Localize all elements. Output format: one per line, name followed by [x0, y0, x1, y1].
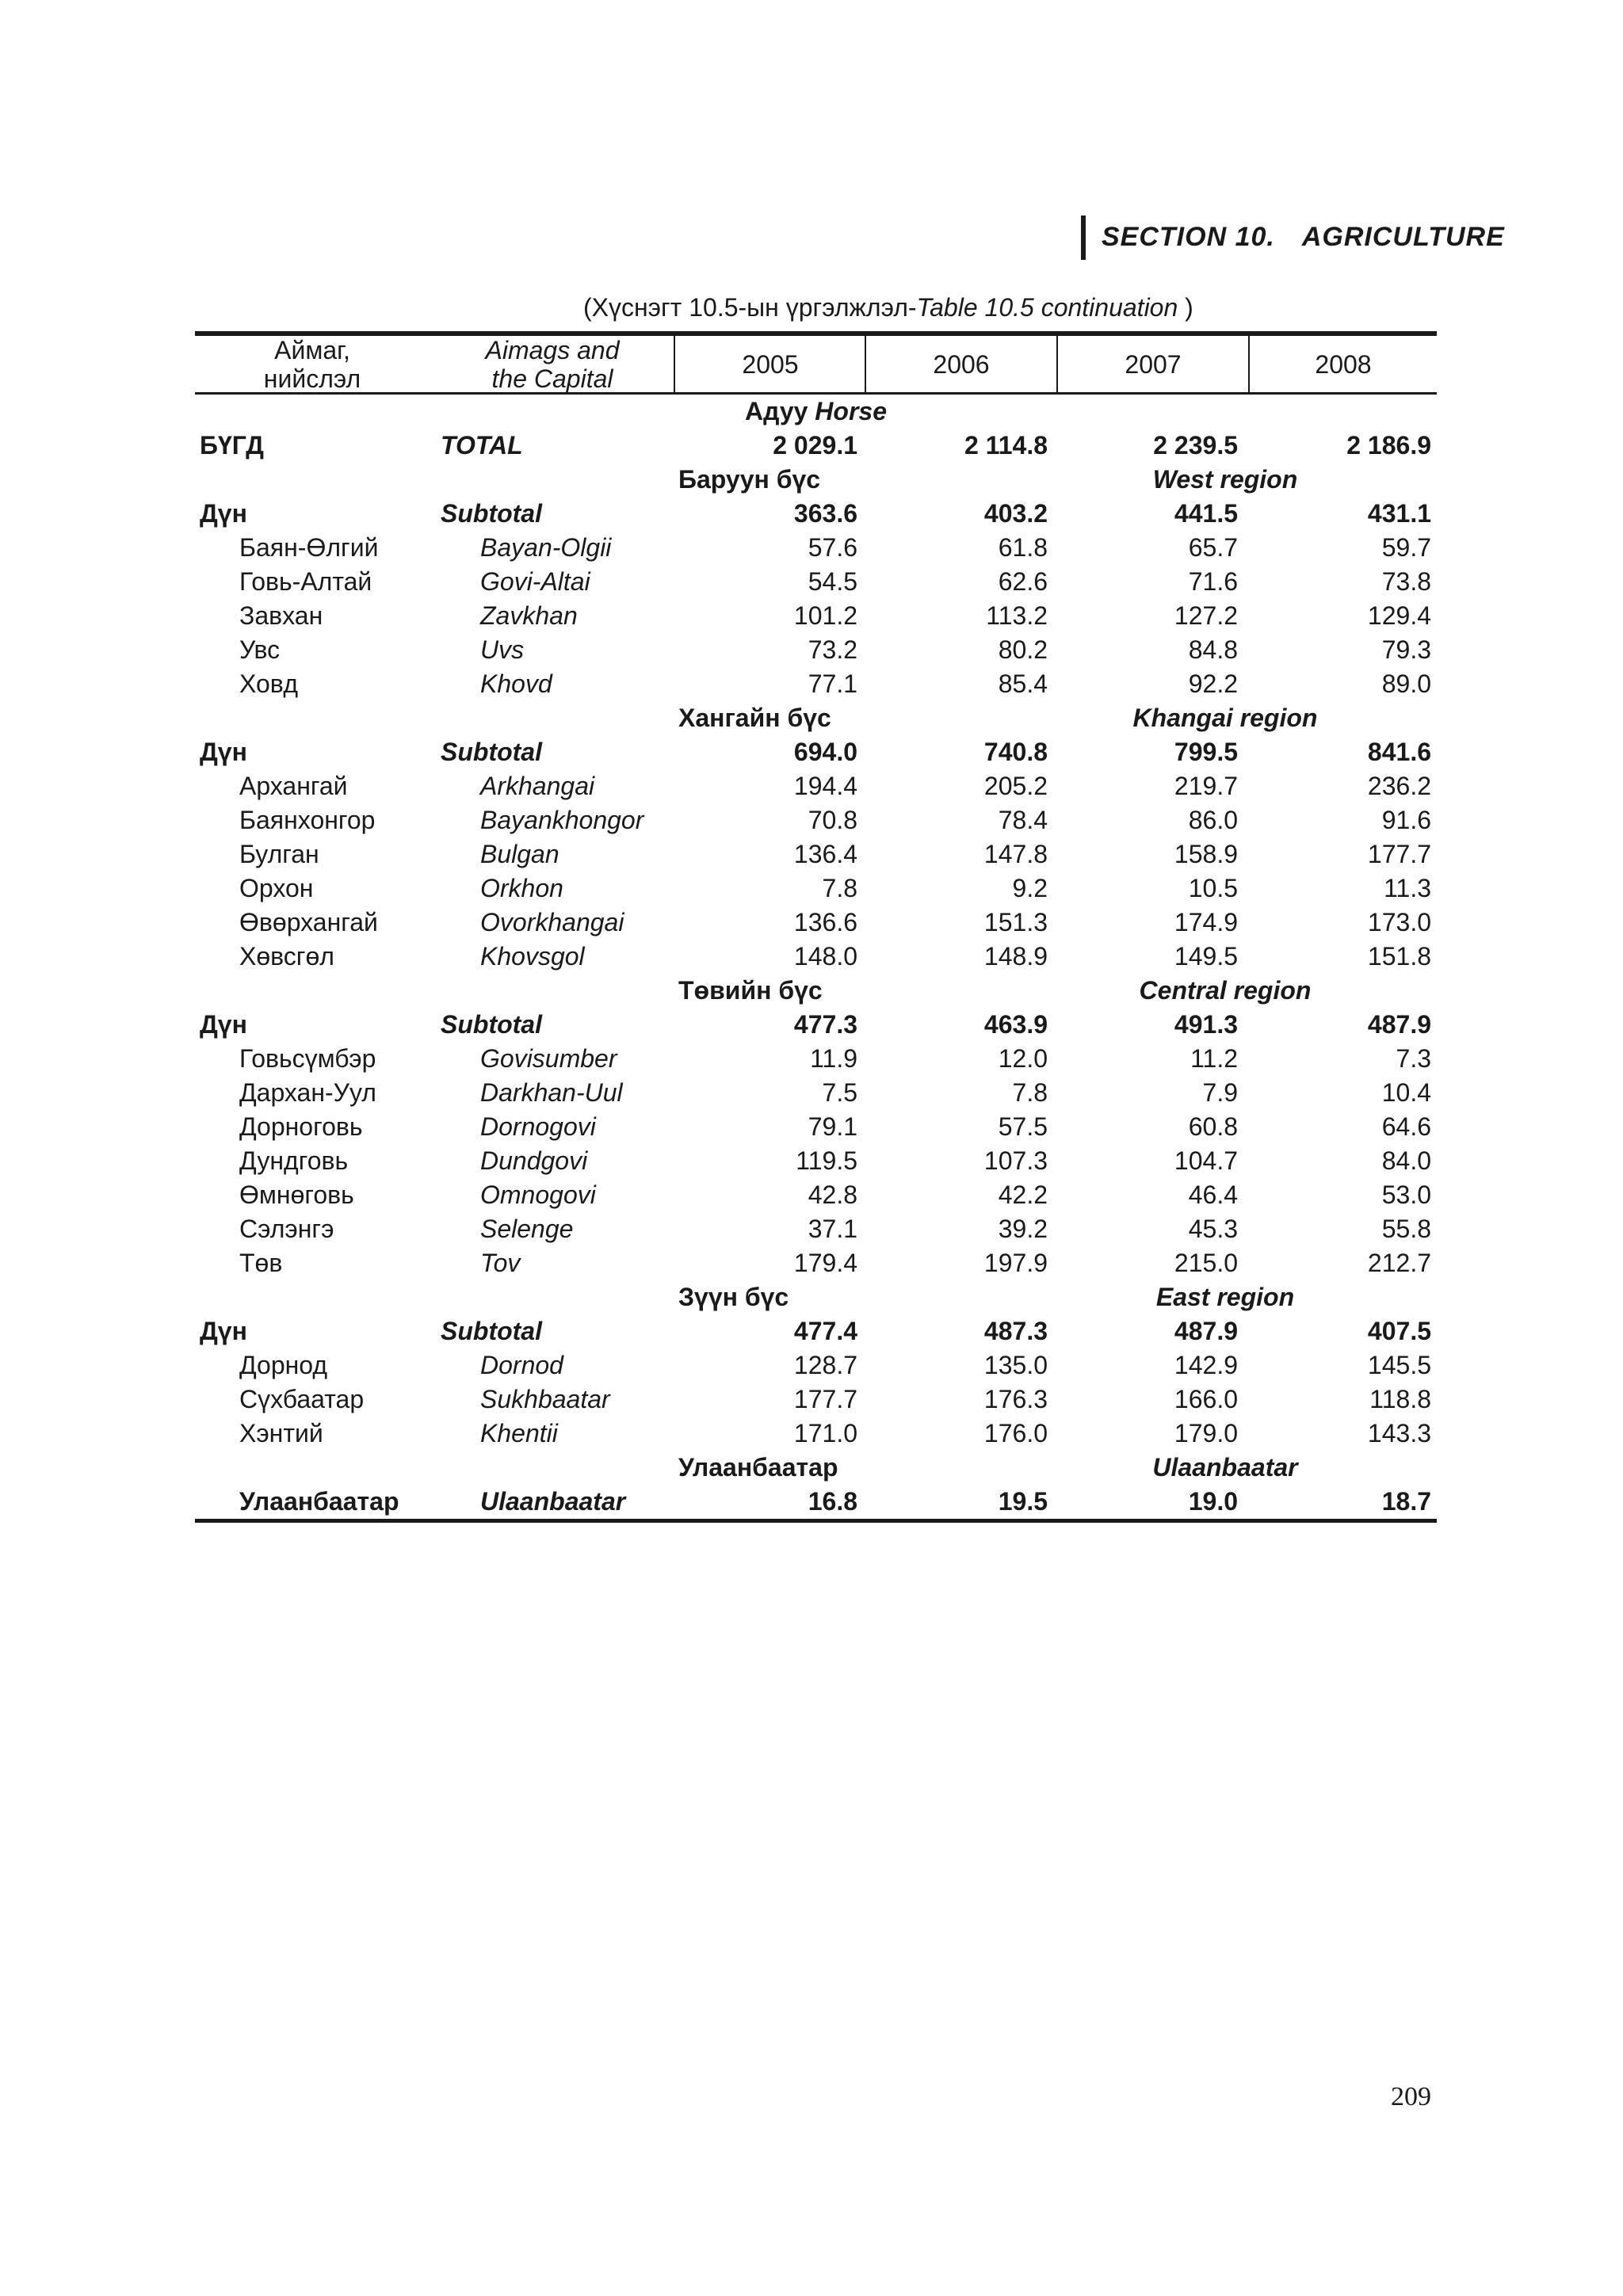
table-row [195, 667, 1437, 701]
value-cell: 45.3 [1188, 1215, 1238, 1243]
value-cell: 46.4 [1188, 1180, 1238, 1209]
value-cell: 19.0 [1188, 1487, 1238, 1516]
subtotal-label-en: Subtotal [441, 499, 542, 528]
value-cell: 57.5 [998, 1112, 1048, 1141]
header-aimag-mn [195, 336, 430, 392]
aimag-name-mn: Дундговь [239, 1146, 349, 1175]
total-label-mn: БҮГД [200, 431, 264, 460]
value-cell: 135.0 [983, 1351, 1048, 1379]
table-row [195, 769, 1437, 803]
aimag-name-mn: Архангай [239, 772, 348, 800]
aimag-name-en: Darkhan-Uul [480, 1078, 623, 1107]
region-name-mn: Хангайн бүс [678, 704, 831, 732]
value-cell: 79.3 [1381, 635, 1431, 664]
capital-title-en: Ulaanbaatar [1152, 1453, 1298, 1482]
capital-row [195, 1485, 1437, 1519]
value-cell: 136.6 [793, 908, 857, 936]
value-cell: 128.7 [793, 1351, 857, 1379]
aimag-name-en: Govisumber [480, 1044, 617, 1073]
value-cell: 86.0 [1188, 806, 1238, 834]
value-cell: 85.4 [998, 669, 1048, 698]
aimag-name-mn: Баянхонгор [239, 806, 376, 834]
aimag-name-en: Dornogovi [480, 1112, 596, 1141]
value-cell: 55.8 [1381, 1215, 1431, 1243]
value-cell: 487.3 [983, 1317, 1048, 1345]
value-cell: 491.3 [1174, 1010, 1238, 1039]
value-cell: 73.2 [808, 635, 857, 664]
value-cell: 60.8 [1188, 1112, 1238, 1141]
value-cell: 173.0 [1367, 908, 1431, 936]
value-cell: 127.2 [1174, 601, 1238, 630]
table-row [195, 599, 1437, 633]
aimag-name-en: Khovsgol [480, 942, 585, 971]
aimag-name-mn: Дорнод [239, 1351, 328, 1379]
value-cell: 179.0 [1174, 1419, 1238, 1447]
aimag-name-en: Zavkhan [480, 601, 578, 630]
value-cell: 42.2 [998, 1180, 1048, 1209]
region-heading [195, 1451, 1437, 1485]
value-cell: 11.9 [810, 1044, 857, 1073]
value-cell: 441.5 [1174, 499, 1238, 528]
value-cell: 407.5 [1367, 1317, 1431, 1345]
aimag-name-en: Sukhbaatar [480, 1385, 610, 1413]
table-row [195, 1212, 1437, 1246]
aimag-name-mn: Өвөрхангай [239, 908, 378, 936]
subtotal-row [195, 1314, 1437, 1348]
region-heading [195, 1280, 1437, 1314]
aimag-name-en: Khovd [480, 669, 552, 698]
continuation-mn: (Хүснэгт 10.5-ын үргэлжлэл- [583, 293, 917, 322]
value-cell: 92.2 [1188, 669, 1238, 698]
subtotal-row [195, 1008, 1437, 1042]
aimag-name-en: Ovorkhangai [480, 908, 624, 936]
header-year: 2008 [1315, 349, 1372, 379]
region-heading [195, 974, 1437, 1008]
value-cell: 79.1 [808, 1112, 857, 1141]
continuation-en: Table 10.5 continuation [916, 293, 1178, 322]
value-cell: 2 186.9 [1346, 431, 1431, 460]
aimag-name-en: Dornod [480, 1351, 563, 1379]
value-cell: 171.0 [793, 1419, 857, 1447]
capital-title-mn: Улаанбаатар [678, 1453, 838, 1482]
table-body [195, 395, 1437, 1519]
value-cell: 740.8 [983, 738, 1048, 766]
value-cell: 39.2 [998, 1215, 1048, 1243]
value-cell: 212.7 [1367, 1249, 1431, 1277]
value-cell: 431.1 [1367, 499, 1431, 528]
value-cell: 129.4 [1367, 601, 1431, 630]
subtotal-row [195, 735, 1437, 769]
table-row [195, 633, 1437, 667]
table-row [195, 837, 1437, 871]
value-cell: 177.7 [1367, 840, 1431, 868]
total-row [195, 429, 1437, 463]
aimag-name-en: Tov [480, 1249, 521, 1277]
aimag-name-mn: Дорноговь [239, 1112, 363, 1141]
table-header [195, 336, 1437, 392]
value-cell: 176.3 [983, 1385, 1048, 1413]
region-name-en: West region [1152, 465, 1298, 494]
table-row [195, 803, 1437, 837]
title-mn: Адуу [745, 397, 808, 425]
value-cell: 11.3 [1384, 874, 1431, 902]
table-bottom-rule [195, 1519, 1437, 1523]
region-name-en: Central region [1139, 976, 1312, 1005]
section-marker-bar [1081, 215, 1086, 260]
value-cell: 2 114.8 [964, 431, 1048, 460]
header-year: 2005 [742, 349, 799, 379]
value-cell: 177.7 [793, 1385, 857, 1413]
capital-name-en: Ulaanbaatar [480, 1487, 626, 1516]
value-cell: 158.9 [1174, 840, 1238, 868]
value-cell: 101.2 [793, 601, 857, 630]
aimag-name-mn: Төв [239, 1249, 283, 1277]
value-cell: 78.4 [998, 806, 1048, 834]
value-cell: 197.9 [983, 1249, 1048, 1277]
subtotal-label-mn: Дүн [200, 1317, 247, 1345]
value-cell: 136.4 [793, 840, 857, 868]
aimag-name-mn: Хэнтий [239, 1419, 323, 1447]
value-cell: 477.3 [793, 1010, 857, 1039]
value-cell: 174.9 [1174, 908, 1238, 936]
table-row [195, 1178, 1437, 1212]
subtotal-label-en: Subtotal [441, 1010, 542, 1039]
value-cell: 53.0 [1381, 1180, 1431, 1209]
header-aimag-en [430, 336, 675, 392]
value-cell: 142.9 [1174, 1351, 1238, 1379]
value-cell: 65.7 [1188, 533, 1238, 562]
value-cell: 487.9 [1367, 1010, 1431, 1039]
value-cell: 104.7 [1174, 1146, 1238, 1175]
table-row [195, 1246, 1437, 1280]
table-row [195, 1076, 1437, 1110]
value-cell: 84.0 [1381, 1146, 1431, 1175]
value-cell: 363.6 [793, 499, 857, 528]
aimag-name-en: Arkhangai [480, 772, 595, 800]
aimag-name-en: Bayankhongor [480, 806, 644, 834]
value-cell: 73.8 [1381, 567, 1431, 596]
subtotal-label-mn: Дүн [200, 499, 247, 528]
value-cell: 54.5 [808, 567, 857, 596]
aimag-name-en: Omnogovi [480, 1180, 596, 1209]
value-cell: 10.4 [1381, 1078, 1431, 1107]
capital-name-mn: Улаанбаатар [239, 1487, 399, 1516]
value-cell: 215.0 [1174, 1249, 1238, 1277]
value-cell: 107.3 [983, 1146, 1048, 1175]
aimag-name-mn: Дархан-Уул [239, 1078, 376, 1107]
value-cell: 7.8 [1012, 1078, 1048, 1107]
aimag-name-mn: Булган [239, 840, 319, 868]
table-row [195, 1383, 1437, 1417]
aimag-name-mn: Орхон [239, 874, 314, 902]
value-cell: 147.8 [983, 840, 1048, 868]
value-cell: 70.8 [808, 806, 857, 834]
value-cell: 37.1 [808, 1215, 857, 1243]
aimag-name-en: Bulgan [480, 840, 559, 868]
value-cell: 11.2 [1190, 1044, 1238, 1073]
value-cell: 176.0 [983, 1419, 1048, 1447]
aimag-name-en: Khentii [480, 1419, 558, 1447]
value-cell: 7.5 [822, 1078, 857, 1107]
value-cell: 799.5 [1174, 738, 1238, 766]
value-cell: 148.0 [793, 942, 857, 971]
section-title [1102, 222, 1505, 253]
table-title-row [195, 395, 1437, 429]
value-cell: 143.3 [1367, 1419, 1431, 1447]
table-row [195, 531, 1437, 565]
region-name-mn: Зүүн бүс [678, 1283, 789, 1311]
aimag-name-mn: Увс [239, 635, 281, 664]
value-cell: 7.9 [1202, 1078, 1238, 1107]
value-cell: 59.7 [1381, 533, 1431, 562]
region-name-en: East region [1155, 1283, 1295, 1311]
value-cell: 77.1 [808, 669, 857, 698]
value-cell: 91.6 [1381, 806, 1431, 834]
value-cell: 12.0 [998, 1044, 1048, 1073]
table-row [195, 1144, 1437, 1178]
aimag-name-mn: Өмнөговь [239, 1180, 354, 1209]
region-name-en: Khangai region [1132, 704, 1318, 732]
aimag-name-mn: Хөвсгөл [239, 942, 334, 971]
subtotal-label-en: Subtotal [441, 738, 542, 766]
table-row [195, 1110, 1437, 1144]
title-en: Horse [815, 397, 887, 425]
region-heading [195, 701, 1437, 735]
aimag-name-mn: Сэлэнгэ [239, 1215, 334, 1243]
value-cell: 151.8 [1367, 942, 1431, 971]
continuation-close: ) [1178, 293, 1193, 322]
table-continuation-caption [583, 293, 1193, 322]
page-number: 209 [1391, 2082, 1431, 2111]
value-cell: 84.8 [1188, 635, 1238, 664]
value-cell: 9.2 [1012, 874, 1048, 902]
value-cell: 194.4 [793, 772, 857, 800]
table-row [195, 565, 1437, 599]
value-cell: 19.5 [998, 1487, 1048, 1516]
value-cell: 236.2 [1367, 772, 1431, 800]
header-mn-line2: нийслэл [263, 364, 361, 393]
aimag-name-en: Orkhon [480, 874, 563, 902]
region-name-mn: Баруун бүс [678, 465, 821, 494]
value-cell: 2 029.1 [773, 431, 857, 460]
value-cell: 694.0 [793, 738, 857, 766]
header-en-line1: Aimags and [485, 335, 620, 364]
header-en-line2: the Capital [491, 364, 613, 393]
value-cell: 151.3 [983, 908, 1048, 936]
section-topic: AGRICULTURE [1301, 222, 1505, 252]
aimag-name-en: Bayan-Olgii [480, 533, 612, 562]
aimag-name-mn: Сүхбаатар [239, 1385, 365, 1413]
value-cell: 118.8 [1369, 1385, 1431, 1413]
value-cell: 179.4 [793, 1249, 857, 1277]
header-year: 2007 [1125, 349, 1182, 379]
value-cell: 841.6 [1367, 738, 1431, 766]
table-row [195, 1042, 1437, 1076]
total-label-en: TOTAL [441, 431, 523, 460]
value-cell: 62.6 [998, 567, 1048, 596]
aimag-name-en: Uvs [480, 635, 525, 664]
value-cell: 463.9 [983, 1010, 1048, 1039]
value-cell: 113.2 [986, 601, 1048, 630]
region-heading [195, 463, 1437, 497]
value-cell: 403.2 [983, 499, 1048, 528]
value-cell: 61.8 [998, 533, 1048, 562]
value-cell: 7.8 [822, 874, 857, 902]
value-cell: 487.9 [1174, 1317, 1238, 1345]
value-cell: 477.4 [793, 1317, 857, 1345]
aimag-name-mn: Баян-Өлгий [239, 533, 379, 562]
subtotal-label-mn: Дүн [200, 1010, 247, 1039]
aimag-name-mn: Говь-Алтай [239, 567, 372, 596]
value-cell: 119.5 [796, 1146, 857, 1175]
header-year: 2006 [933, 349, 990, 379]
table-row [195, 940, 1437, 974]
value-cell: 145.5 [1367, 1351, 1431, 1379]
table-row [195, 1348, 1437, 1383]
aimag-name-mn: Завхан [239, 601, 323, 630]
value-cell: 57.6 [808, 533, 857, 562]
subtotal-label-en: Subtotal [441, 1317, 542, 1345]
value-cell: 7.3 [1396, 1044, 1431, 1073]
aimag-name-en: Govi-Altai [480, 567, 590, 596]
aimag-name-en: Selenge [480, 1215, 574, 1243]
table-row [195, 871, 1437, 906]
header-mn-line1: Аймаг, [274, 335, 350, 364]
table-row [195, 1417, 1437, 1451]
value-cell: 148.9 [983, 942, 1048, 971]
value-cell: 71.6 [1188, 567, 1238, 596]
value-cell: 89.0 [1381, 669, 1431, 698]
region-name-mn: Төвийн бүс [678, 976, 823, 1005]
aimag-name-mn: Ховд [239, 669, 299, 698]
value-cell: 18.7 [1381, 1487, 1431, 1516]
value-cell: 149.5 [1174, 942, 1238, 971]
value-cell: 166.0 [1174, 1385, 1238, 1413]
section-label: SECTION 10. [1102, 222, 1275, 252]
value-cell: 80.2 [998, 635, 1048, 664]
value-cell: 10.5 [1188, 874, 1238, 902]
aimag-name-mn: Говьсүмбэр [239, 1044, 376, 1073]
value-cell: 64.6 [1381, 1112, 1431, 1141]
table-row [195, 906, 1437, 940]
subtotal-label-mn: Дүн [200, 738, 247, 766]
value-cell: 2 239.5 [1153, 431, 1238, 460]
value-cell: 16.8 [808, 1487, 857, 1516]
value-cell: 42.8 [808, 1180, 857, 1209]
value-cell: 205.2 [983, 772, 1048, 800]
aimag-name-en: Dundgovi [480, 1146, 588, 1175]
subtotal-row [195, 497, 1437, 531]
value-cell: 219.7 [1174, 772, 1238, 800]
